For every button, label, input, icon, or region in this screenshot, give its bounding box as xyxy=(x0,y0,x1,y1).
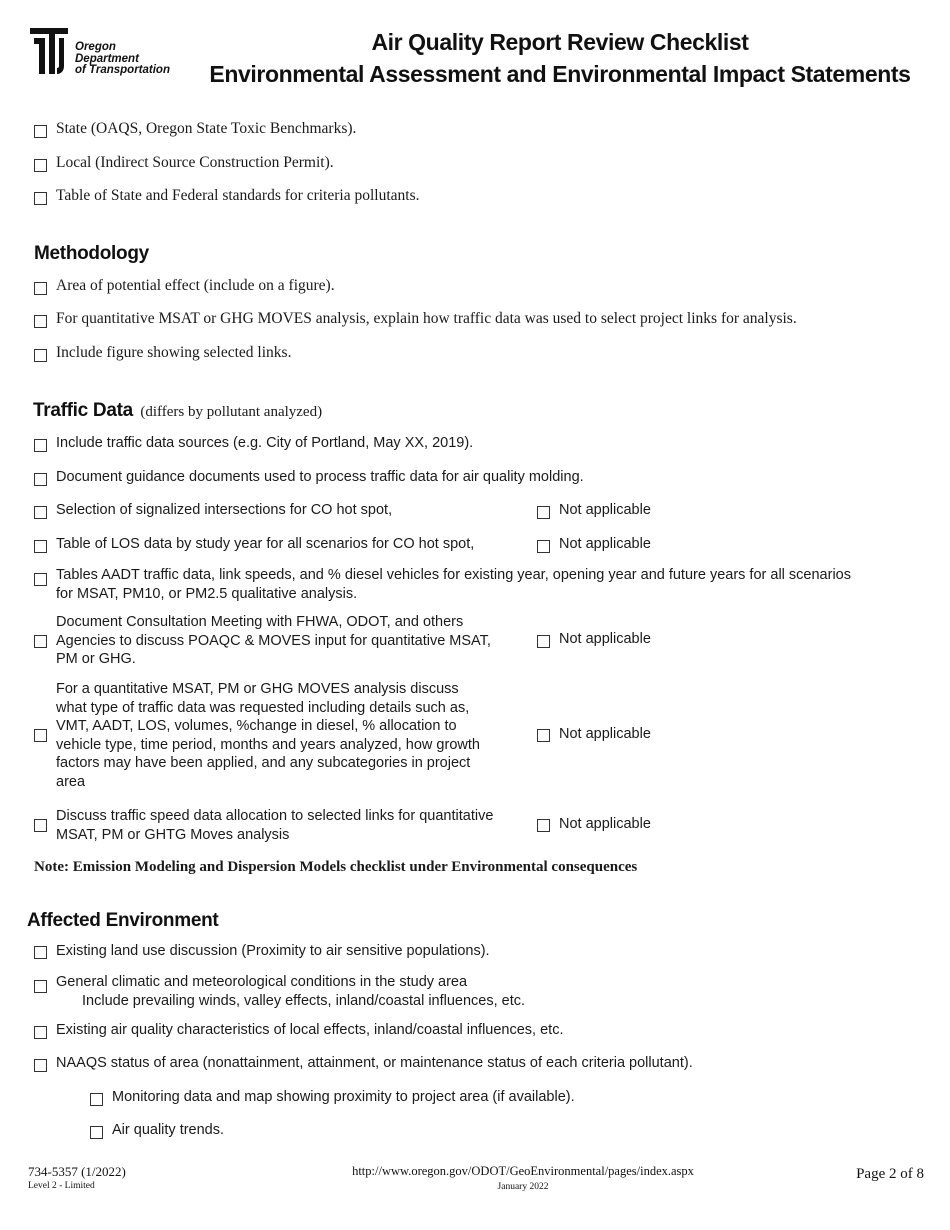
item-aadt-tables xyxy=(56,566,936,603)
item-air-quality-trends: Air quality trends. xyxy=(112,1122,225,1138)
checkbox-traffic-sources[interactable] xyxy=(34,439,47,452)
checkbox-local-standards[interactable] xyxy=(34,159,47,172)
checkbox-na-signalized[interactable] xyxy=(537,506,550,519)
checkbox-consultation[interactable] xyxy=(34,635,47,648)
item-speed-allocation xyxy=(56,807,536,844)
item-consultation-line-1: Document Consultation Meeting with FHWA, ODOT, and others xyxy=(56,614,464,630)
footer-level: Level 2 - Limited xyxy=(28,1181,95,1191)
footer-form-number: 734-5357 (1/2022) xyxy=(28,1164,126,1179)
traffic-data-heading-row xyxy=(33,400,322,422)
traffic-data-heading: Traffic Data xyxy=(33,400,133,421)
item-moves-line-4: vehicle type, time period, months and years analyzed, how growth xyxy=(56,736,480,753)
checkbox-figure-links[interactable] xyxy=(34,349,47,362)
checkbox-speed-allocation[interactable] xyxy=(34,819,47,832)
checkbox-na-speed[interactable] xyxy=(537,819,550,832)
checkbox-climatic[interactable] xyxy=(34,980,47,993)
checkbox-quantitative-moves[interactable] xyxy=(34,729,47,742)
logo-line-3: of Transportation xyxy=(75,64,170,76)
item-quantitative-moves xyxy=(56,680,536,791)
odot-logo-icon xyxy=(28,26,70,76)
affected-environment-heading: Affected Environment xyxy=(27,910,219,931)
item-standards-table: Table of State and Federal standards for criteria pollutants. xyxy=(56,187,420,204)
item-monitoring-data: Monitoring data and map showing proximity to project area (if available). xyxy=(112,1089,575,1105)
checkbox-los-table[interactable] xyxy=(34,540,47,553)
item-moves-line-3: VMT, AADT, LOS, volumes, %change in diesel, % allocation to xyxy=(56,718,457,734)
item-consultation xyxy=(56,613,536,669)
na-label-los: Not applicable xyxy=(559,536,651,552)
checkbox-land-use[interactable] xyxy=(34,946,47,959)
page-title: Air Quality Report Review Checklist xyxy=(371,29,749,55)
checkbox-air-quality-characteristics[interactable] xyxy=(34,1026,47,1039)
item-consultation-line-2: Agencies to discuss POAQC & MOVES input for quantitative MSAT, xyxy=(56,632,491,649)
checkbox-na-moves[interactable] xyxy=(537,729,550,742)
checkbox-na-los[interactable] xyxy=(537,540,550,553)
item-speed-line-1: Discuss traffic speed data allocation to selected links for quantitative xyxy=(56,808,494,824)
item-air-quality-characteristics: Existing air quality characteristics of local effects, inland/coastal influences, etc. xyxy=(56,1022,564,1038)
checkbox-traffic-links[interactable] xyxy=(34,315,47,328)
item-aadt-line-1: Tables AADT traffic data, link speeds, and % diesel vehicles for existing year, opening year and future years for all scenarios xyxy=(56,567,851,583)
item-state-standards: State (OAQS, Oregon State Toxic Benchmarks). xyxy=(56,120,357,137)
checkbox-guidance-docs[interactable] xyxy=(34,473,47,486)
checkbox-area-effect[interactable] xyxy=(34,282,47,295)
item-speed-line-2: MSAT, PM or GHTG Moves analysis xyxy=(56,826,290,843)
footer-url[interactable]: http://www.oregon.gov/ODOT/GeoEnvironmental/pages/index.aspx xyxy=(352,1164,694,1178)
emission-modeling-note: Note: Emission Modeling and Dispersion Models checklist under Environmental consequences xyxy=(34,859,638,875)
footer-date: January 2022 xyxy=(497,1182,549,1192)
odot-logo xyxy=(28,26,193,76)
na-label-moves: Not applicable xyxy=(559,726,651,742)
item-aadt-line-2: for MSAT, PM10, or PM2.5 qualitative analysis. xyxy=(56,585,358,602)
checkbox-standards-table[interactable] xyxy=(34,192,47,205)
checkbox-na-consultation[interactable] xyxy=(537,635,550,648)
checkbox-air-quality-trends[interactable] xyxy=(90,1126,103,1139)
na-label-speed: Not applicable xyxy=(559,816,651,832)
na-label-consultation: Not applicable xyxy=(559,631,651,647)
item-land-use: Existing land use discussion (Proximity to air sensitive populations). xyxy=(56,943,490,959)
checkbox-monitoring-data[interactable] xyxy=(90,1093,103,1106)
item-los-table: Table of LOS data by study year for all scenarios for CO hot spot, xyxy=(56,536,475,552)
na-label-signalized: Not applicable xyxy=(559,502,651,518)
footer-page-number: Page 2 of 8 xyxy=(856,1166,924,1182)
checkbox-signalized-intersections[interactable] xyxy=(34,506,47,519)
item-climatic-line-2: Include prevailing winds, valley effects, inland/coastal influences, etc. xyxy=(82,992,526,1009)
checkbox-state-standards[interactable] xyxy=(34,125,47,138)
item-guidance-docs: Document guidance documents used to process traffic data for air quality molding. xyxy=(56,469,584,485)
item-naaqs-status: NAAQS status of area (nonattainment, attainment, or maintenance status of each criteria pollutant). xyxy=(56,1055,693,1071)
checkbox-aadt-tables[interactable] xyxy=(34,573,47,586)
item-traffic-links: For quantitative MSAT or GHG MOVES analysis, explain how traffic data was used to select project links for analysis. xyxy=(56,310,797,327)
item-signalized-intersections: Selection of signalized intersections for CO hot spot, xyxy=(56,502,393,518)
item-moves-line-2: what type of traffic data was requested including details such as, xyxy=(56,699,470,716)
item-climatic xyxy=(56,973,656,1010)
logo-line-1: Oregon xyxy=(75,41,116,53)
item-moves-line-1: For a quantitative MSAT, PM or GHG MOVES analysis discuss xyxy=(56,681,459,697)
item-consultation-line-3: PM or GHG. xyxy=(56,651,136,667)
item-moves-line-6: area xyxy=(56,773,86,790)
item-area-effect: Area of potential effect (include on a figure). xyxy=(56,277,335,294)
methodology-heading: Methodology xyxy=(34,243,149,264)
item-climatic-line-1: General climatic and meteorological conditions in the study area xyxy=(56,974,468,990)
item-traffic-sources: Include traffic data sources (e.g. City of Portland, May XX, 2019). xyxy=(56,435,474,451)
item-figure-links: Include figure showing selected links. xyxy=(56,344,292,361)
logo-line-2: Department xyxy=(75,52,139,65)
page-subtitle: Environmental Assessment and Environmental Impact Statements xyxy=(209,61,911,87)
item-moves-line-5: factors may have been applied, and any subcategories in project xyxy=(56,755,471,771)
checkbox-naaqs-status[interactable] xyxy=(34,1059,47,1072)
item-local-standards: Local (Indirect Source Construction Permit). xyxy=(56,154,334,171)
traffic-data-subheading: (differs by pollutant analyzed) xyxy=(140,404,323,420)
